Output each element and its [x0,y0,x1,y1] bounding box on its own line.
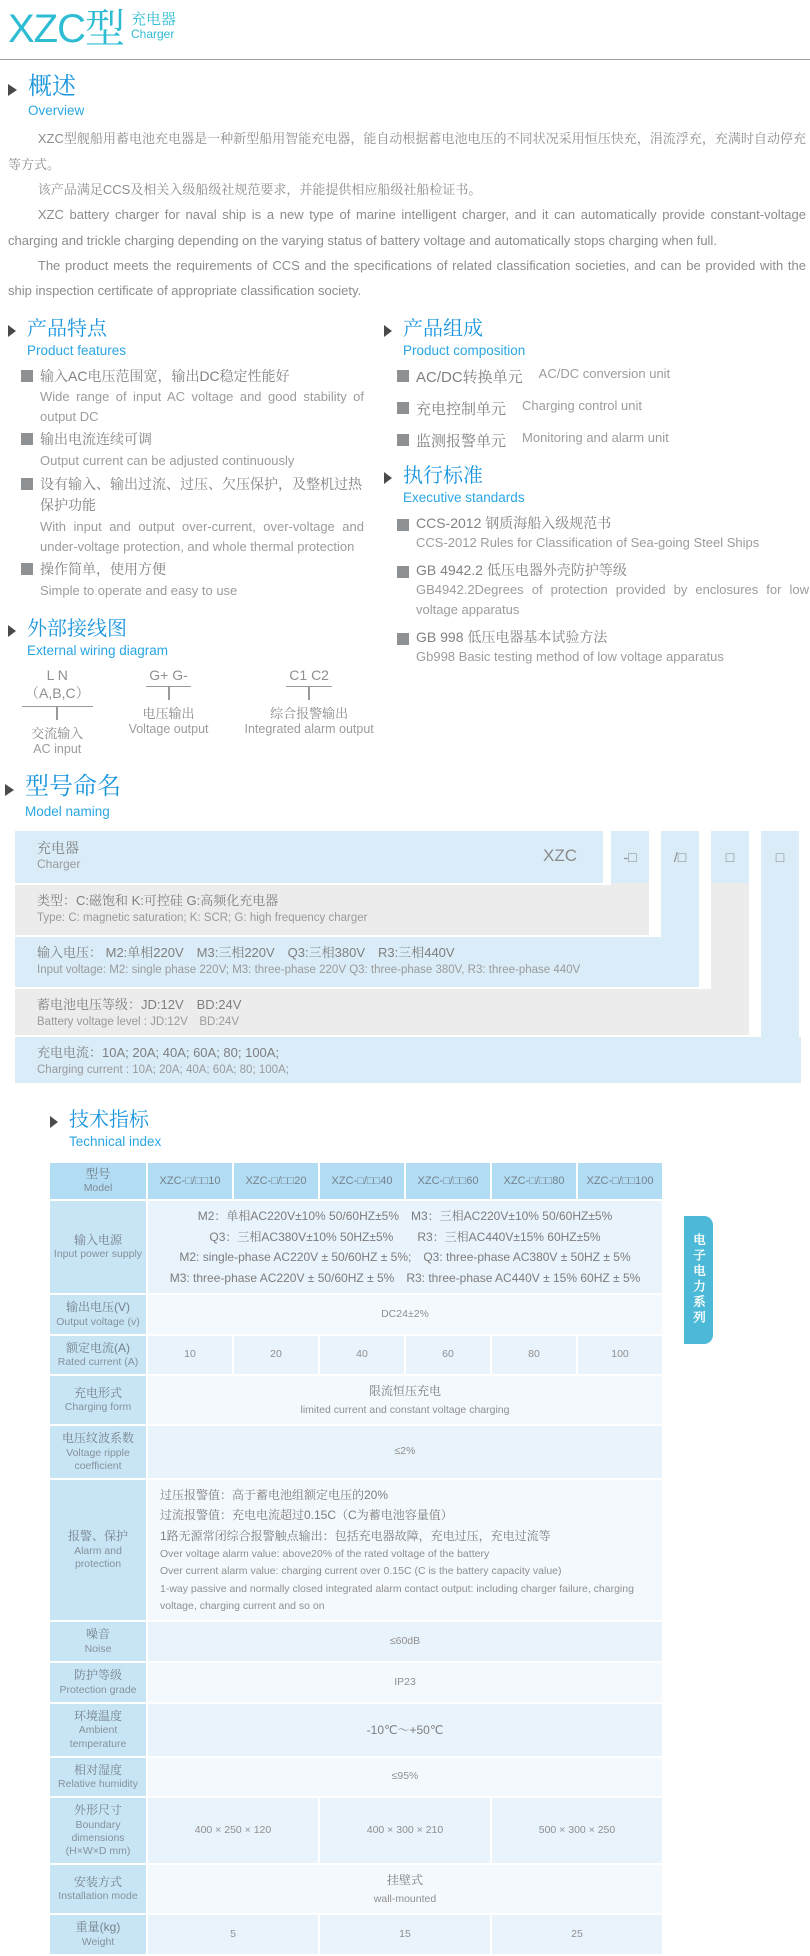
tech-model-name: XZC-□/□□80 [492,1163,576,1200]
tech-row-label-en: Output voltage (v) [56,1315,140,1328]
tech-cell-line: Over current alarm value: charging current over 0.15C (C is the battery capacity value) [160,1565,562,1578]
tech-cell [148,1622,662,1661]
standards-title-en: Executive standards [403,489,525,505]
tech-row-label [50,1915,146,1954]
naming-row [15,937,699,987]
feature-text [40,559,237,600]
standard-cn-row [397,513,809,533]
tech-row-label [50,1376,146,1424]
tech-row-label [50,1865,146,1913]
tech-model-label-en: Model [83,1182,113,1195]
naming-row-en: Charging current : 10A; 20A; 40A; 60A; 80; 100A; [37,1064,289,1077]
composition-en: Charging control unit [522,397,642,413]
tech-table-row [50,1201,662,1293]
tech-table-row [50,1376,662,1424]
tech-row-label-cn: 输入电源 [73,1232,122,1247]
wiring-terminal-group [129,667,209,756]
feature-text [40,429,294,470]
tech-model-name: XZC-□/□□10 [148,1163,232,1200]
tech-row-label [50,1758,146,1797]
standard-cn-row [397,627,809,647]
section-marker-icon [8,625,16,637]
tech-row-label-cn: 额定电流(A) [66,1340,130,1355]
naming-row-cn: 充电电流：10A; 20A; 40A; 60A; 80; 100A; [37,1044,280,1060]
wiring-connector-line [56,707,58,720]
feature-cn: 输出电流连续可调 [40,431,152,448]
tech-row-label-en: Charging form [64,1401,132,1414]
tech-cell-line: 过流报警值：充电电流超过0.15C（C为蓄电池容量值） [160,1508,453,1523]
feature-item [21,429,364,470]
naming-heading [5,774,810,818]
standard-cn: CCS-2012 钢质海船入级规范书 [416,514,612,531]
features-title-en: Product features [27,342,127,358]
composition-title-cn: 产品组成 [403,317,483,340]
standard-cn: GB 998 低压电器基本试验方法 [416,629,608,646]
tech-cell-line: wall-mounted [373,1892,437,1905]
wiring-title-en: External wiring diagram [27,643,169,659]
section-marker-icon [8,84,17,96]
tech-cell [148,1663,662,1702]
standard-en: CCS-2012 Rules for Classification of Sea-going Steel Ships [416,534,760,550]
feature-item [21,474,364,556]
wiring-pins: C1 C2 [286,667,332,687]
tech-cell-line: 1路无源常闭综合报警触点输出：包括充电器故障，充电过压，充电过流等 [160,1528,551,1543]
tech-table-row [50,1426,662,1478]
section-wiring [8,618,374,757]
tech-row-label-cn: 防护等级 [73,1668,122,1683]
wiring-title-cn: 外部接线图 [27,618,127,641]
tech-cell-line: 20 [270,1348,282,1361]
tech-row-label [50,1336,146,1375]
features-list [8,366,364,600]
standard-cn: GB 4942.2 低压电器外壳防护等级 [416,561,627,578]
tech-cell-line: 40 [356,1348,368,1361]
overview-paragraphs [8,126,806,303]
technical-title-en: Technical index [69,1133,162,1149]
tech-cell [320,1336,404,1375]
feature-cn: 操作简单，使用方便 [40,561,166,578]
composition-en: Monitoring and alarm unit [522,429,669,445]
composition-item [397,366,809,387]
naming-product-bar [15,831,603,883]
tech-cell-line: 25 [571,1927,583,1940]
tech-table-row [50,1704,662,1756]
wiring-connector-line [168,687,170,700]
feature-text [40,474,364,556]
tech-table-row [50,1915,662,1954]
naming-row-en: Battery voltage level : JD:12V BD:24V [37,1016,239,1029]
tech-table-header-row [50,1163,662,1200]
tech-model-name: XZC-□/□□60 [406,1163,490,1200]
naming-symbol-cell: /□ [661,831,699,883]
tech-cell-line: Q3：三相AC380V±10% 50HZ±5% R3：三相AC440V±15% 60HZ±5% [209,1229,601,1244]
feature-en: Wide range of input AC voltage and good stability of output DC [40,389,364,424]
tech-row-label [50,1295,146,1334]
tech-row-label-en: Weight [81,1935,115,1948]
tech-cell [148,1798,318,1863]
tech-cell-line: ≤95% [391,1770,419,1783]
tech-cell-line: 500 × 300 × 250 [538,1824,616,1837]
wiring-label-cn: 电压输出 [142,706,195,722]
tech-cell-line: 400 × 300 × 210 [366,1824,444,1837]
naming-row-cn: 蓄电池电压等级：JD:12V BD:24V [37,996,242,1012]
wiring-label-en: AC input [33,742,82,757]
tech-cell [492,1915,662,1954]
tech-cell-line: 15 [399,1927,411,1940]
naming-row [15,989,749,1035]
tech-row-label [50,1480,146,1620]
tech-table-row [50,1758,662,1797]
page-header [0,0,810,50]
bullet-square-icon [397,519,409,531]
naming-symbol-cell: -□ [611,831,649,883]
overview-paragraph: XZC型舰船用蓄电池充电器是一种新型船用智能充电器，能自动根据蓄电池电压的不同状况采用恒压快充，涓流浮充，充满时自动停充等方式。 [8,131,806,172]
tech-row-label [50,1663,146,1702]
bullet-square-icon [21,370,33,382]
tech-cell-line: 5 [230,1927,236,1940]
naming-row [15,885,649,935]
wiring-diagram [8,667,374,757]
tech-row-label [50,1622,146,1661]
tech-cell-line: 过压报警值：高于蓄电池组额定电压的20% [160,1487,389,1502]
tech-table-row [50,1295,662,1334]
standard-en: Gb998 Basic testing method of low voltage apparatus [416,649,724,665]
tech-row-label-en: Alarm and protection [74,1544,122,1570]
naming-row-en: Type: C: magnetic saturation; K: SCR; G: high frequency charger [37,912,368,925]
tech-row-label-cn: 外形尺寸 [73,1803,122,1818]
tech-cell-line: 60 [442,1348,454,1361]
section-marker-icon [50,1116,58,1128]
tech-row-label-cn: 重量(kg) [75,1920,121,1935]
wiring-label-cn: 综合报警输出 [270,706,349,722]
tech-model-name: XZC-□/□□20 [234,1163,318,1200]
composition-item [397,398,809,419]
tech-cell-line: -10℃～+50℃ [366,1722,444,1737]
overview-paragraph: XZC battery charger for naval ship is a new type of marine intelligent charger, and it can automatically provide constant-voltage charging and trickle charging depending on the varying status of battery voltage and automatically stops charging when full. [8,207,806,248]
tech-cell [578,1336,662,1375]
standard-item [397,627,809,667]
tech-row-label-en: Input power supply [53,1248,143,1261]
tech-table-row [50,1663,662,1702]
standards-title-cn: 执行标准 [403,464,483,487]
tech-table-row [50,1336,662,1375]
naming-connector-strip [711,883,749,989]
middle-columns [0,318,810,756]
naming-product-en: Charger [37,856,81,871]
naming-symbol-cell: □ [711,831,749,883]
tech-row-label-cn: 噪音 [85,1627,110,1642]
wiring-label-en: Voltage output [128,722,209,737]
section-overview [0,60,810,304]
naming-diagram [15,831,801,1083]
tech-row-label-en: Relative humidity [58,1778,138,1791]
naming-connector-strip [761,883,799,1037]
technical-title-cn: 技术指标 [69,1108,149,1131]
tech-row-label-cn: 报警、保护 [67,1529,128,1544]
tech-cell-line: 限流恒压充电 [368,1384,441,1399]
bullet-square-icon [21,478,33,490]
tech-row-label-en: Boundary dimensions (H×W×D mm) [65,1818,131,1858]
feature-item [21,366,364,427]
overview-paragraph: The product meets the requirements of CCS and the specifications of related classification societies, and can be provided with the ship inspection certificate of appropriate classification society. [8,258,806,299]
bullet-square-icon [21,563,33,575]
wiring-label-en: Integrated alarm output [244,722,374,737]
composition-cn: 监测报警单元 [416,432,507,450]
page-subtitle-en: Charger [131,27,175,42]
tech-row-label [50,1704,146,1756]
composition-item [397,430,809,451]
bullet-square-icon [397,633,409,645]
wiring-heading [8,618,364,658]
tech-table [48,1161,664,1956]
naming-prefix: XZC [543,845,577,865]
series-side-tab-label: 电子电力系列 [691,1233,706,1327]
wiring-label-cn: 交流输入 [31,726,84,742]
tech-row-label-en: Protection grade [59,1683,137,1696]
naming-connector-strip [661,883,699,937]
tech-cell [320,1915,490,1954]
naming-row-en: Input voltage: M2: single phase 220V; M3: three-phase 220V Q3: three-phase 380V, R3: three-phase 440V [37,964,581,977]
tech-row-label [50,1426,146,1478]
bullet-square-icon [397,402,409,414]
tech-cell [148,1758,662,1797]
tech-cell-line: 100 [611,1348,629,1361]
composition-list [384,366,809,451]
wiring-connector-line [308,687,310,700]
tech-model-label-cn: 型号 [85,1166,111,1181]
tech-cell [492,1798,662,1863]
tech-row-label-en: Noise [84,1642,112,1655]
wiring-pins: L N（A,B,C） [22,667,93,707]
tech-cell-line: 80 [528,1348,540,1361]
tech-cell [234,1336,318,1375]
bullet-square-icon [21,433,33,445]
tech-cell [148,1201,662,1293]
tech-table-body [50,1163,662,1954]
section-marker-icon [8,325,16,337]
features-title-cn: 产品特点 [27,317,107,340]
standard-item [397,560,809,620]
tech-table-row [50,1480,662,1620]
bullet-square-icon [397,566,409,578]
tech-cell-line: DC24±2% [381,1307,429,1320]
tech-model-name: XZC-□/□□100 [578,1163,662,1200]
tech-cell [406,1336,490,1375]
right-column [364,318,809,756]
technical-heading [50,1109,810,1149]
tech-table-row [50,1865,662,1913]
feature-en: Output current can be adjusted continuously [40,453,295,469]
page-subtitle-cn: 充电器 [131,11,177,28]
section-marker-icon [384,325,392,337]
section-marker-icon [5,784,14,796]
naming-title-en: Model naming [25,803,110,819]
standard-cn-row [397,560,809,580]
tech-row-label [50,1798,146,1863]
composition-cn: AC/DC转换单元 [416,368,523,386]
tech-cell [148,1480,662,1620]
tech-cell [148,1426,662,1478]
naming-symbol-cell: □ [761,831,799,883]
tech-cell-line: 10 [184,1348,196,1361]
tech-row-label-cn: 相对湿度 [73,1762,122,1777]
section-marker-icon [384,472,392,484]
tech-cell [148,1336,232,1375]
feature-item [21,559,364,600]
tech-model-header-label [50,1163,146,1200]
tech-cell [148,1376,662,1424]
tech-cell-line: ≤2% [394,1445,416,1458]
features-heading [8,318,364,358]
page-subtitle [131,11,176,42]
tech-cell-line: M2: single-phase AC220V ± 50/60HZ ± 5%; Q3: three-phase AC380V ± 50HZ ± 5% [179,1250,631,1265]
overview-title-en: Overview [28,103,85,119]
wiring-pins: G+ G- [146,667,191,687]
bullet-square-icon [397,434,409,446]
tech-row-label-en: Rated current (A) [57,1356,139,1369]
feature-text [40,366,364,427]
naming-row-cn: 类型：C:磁饱和 K:可控硅 G:高频化充电器 [37,892,279,908]
tech-row-label-cn: 安装方式 [73,1874,122,1889]
bullet-square-icon [397,370,409,382]
standard-item [397,513,809,553]
naming-row-cn: 输入电压： M2:单相220V M3:三相220V Q3:三相380V R3:三相440V [37,944,455,960]
tech-row-label-cn: 充电形式 [73,1385,122,1400]
tech-row-label-cn: 电压纹波系数 [61,1431,134,1446]
tech-cell-line: 1-way passive and normally closed integrated alarm contact output: including charger failure, charging voltage, charging current and so on [160,1582,634,1613]
composition-heading [384,318,809,358]
tech-cell [148,1915,318,1954]
tech-cell-line: 挂壁式 [386,1873,423,1888]
naming-title-cn: 型号命名 [25,773,121,801]
wiring-terminal-group [245,667,374,756]
tech-cell-line: 400 × 250 × 120 [194,1824,272,1837]
section-naming [0,774,810,1082]
tech-cell-line: M3: three-phase AC220V ± 50/60HZ ± 5% R3: three-phase AC440V ± 15% 60HZ ± 5% [169,1270,641,1285]
tech-table-row [50,1622,662,1661]
feature-cn: 设有输入、输出过流、过压、欠压保护，及整机过热保护功能 [40,475,362,514]
naming-product-cn: 充电器 [37,839,79,856]
tech-cell-line: M2：单相AC220V±10% 50/60HZ±5% M3：三相AC220V±10% 50/60HZ±5% [197,1209,613,1224]
tech-row-label-cn: 环境温度 [73,1708,122,1723]
tech-row-label-en: Installation mode [58,1890,138,1903]
standards-list [384,513,809,668]
overview-heading [8,74,806,118]
standard-en: GB4942.2Degrees of protection provided by enclosures for low voltage apparatus [416,581,809,618]
tech-cell [148,1704,662,1756]
tech-row-label-en: Voltage ripple coefficient [66,1446,130,1472]
tech-cell-line: IP23 [394,1675,416,1688]
overview-title-cn: 概述 [28,73,76,100]
tech-cell [148,1295,662,1334]
tech-cell [148,1865,662,1913]
tech-cell [492,1336,576,1375]
feature-en: With input and output over-current, over-voltage and under-voltage protection, and whole thermal protection [40,519,364,554]
composition-en: AC/DC conversion unit [538,365,671,381]
tech-table-row [50,1798,662,1863]
composition-cn: 充电控制单元 [416,400,507,418]
feature-en: Simple to operate and easy to use [40,582,238,598]
naming-row [15,1037,801,1083]
tech-cell [320,1798,490,1863]
tech-row-label [50,1201,146,1293]
feature-cn: 输入AC电压范围宽，输出DC稳定性能好 [40,367,290,384]
composition-title-en: Product composition [403,342,526,358]
standards-heading [384,465,809,505]
tech-cell-line: ≤60dB [389,1635,421,1648]
tech-cell-line: Over voltage alarm value: above20% of the rated voltage of the battery [160,1548,490,1561]
series-side-tab [684,1216,713,1344]
left-column [0,317,374,757]
wiring-terminal-group [22,667,93,756]
section-technical [0,1109,810,1956]
tech-model-name: XZC-□/□□40 [320,1163,404,1200]
tech-cell-line: limited current and constant voltage charging [300,1403,510,1416]
tech-row-label-cn: 输出电压(V) [66,1299,130,1314]
page-title: XZC型 [8,7,124,51]
overview-paragraph: 该产品满足CCS及相关入级船级社规范要求，并能提供相应船级社船检证书。 [37,182,482,198]
tech-row-label-en: Ambient temperature [69,1724,127,1750]
